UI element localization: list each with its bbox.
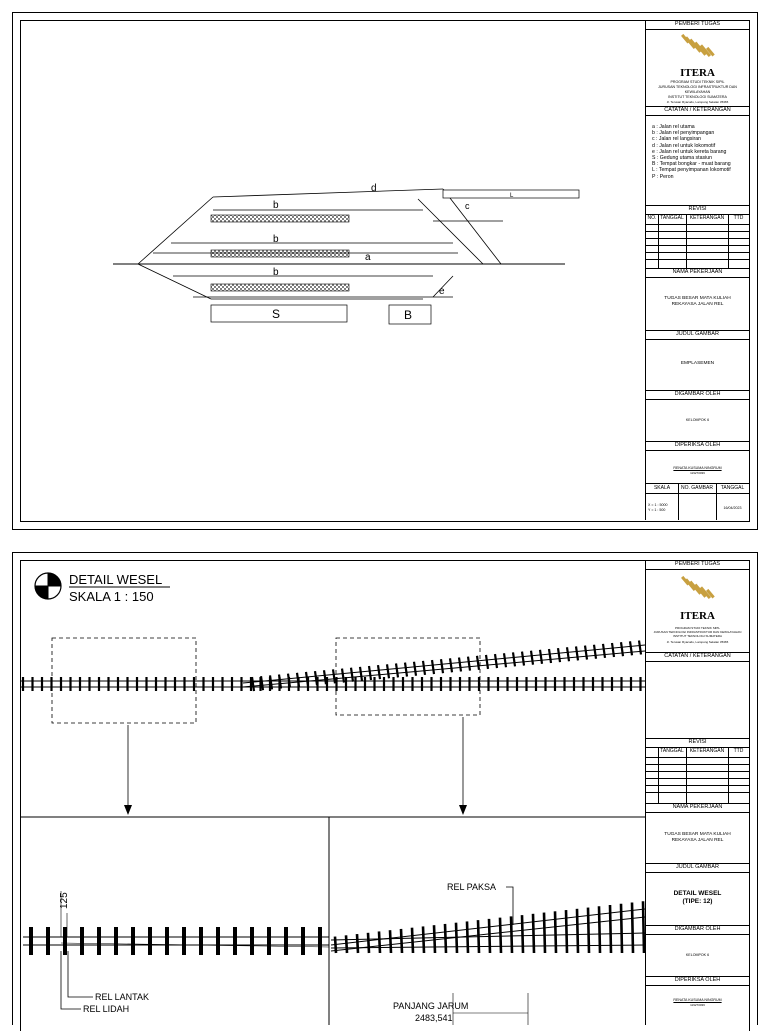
rail-sleeper (360, 667, 362, 681)
rail-sleeper (500, 918, 501, 953)
pemeriksa-name: RENATA KUSUMA NINGRUM (673, 466, 722, 470)
address: Jl. Terusan Ryacudu, Lampung Selatan 35365 (666, 640, 729, 644)
dim-125: 125 (59, 892, 70, 909)
detail-title: DETAIL WESEL (69, 572, 163, 587)
note-item: c : Jalan rel langsiran (652, 136, 702, 143)
label-rel-lantak: REL LANTAK (95, 992, 150, 1002)
kelompok: KELOMPOK 6 (685, 953, 710, 957)
rail-sleeper (414, 662, 416, 676)
pemeriksa-nip: 119270036 (690, 471, 705, 475)
rail-sleeper (477, 656, 479, 670)
rail-sleeper (643, 901, 644, 953)
label-L: L (510, 193, 514, 199)
rail-sleeper (459, 657, 461, 671)
rail-sleeper (576, 646, 578, 660)
detail-scale: SKALA 1 : 150 (69, 589, 154, 604)
org-line: INSTITUT TEKNOLOGI SUMATERA (668, 95, 727, 99)
revision-table (646, 747, 749, 803)
rail-sleeper (468, 657, 470, 671)
itera-logo-text: ITERA (680, 67, 715, 79)
rail-sleeper (396, 663, 398, 677)
rail-sleeper (346, 935, 347, 953)
pemeriksa-name: RENATA KUSUMA NINGRUM (673, 998, 722, 1002)
rail-sleeper (555, 911, 556, 953)
revision-table (646, 214, 749, 268)
rail-sleeper (540, 650, 542, 664)
tanggal-label: TANGGAL (720, 485, 745, 491)
rail-sleeper (405, 663, 407, 677)
rail-sleeper (522, 652, 524, 666)
skala-label: SKALA (653, 485, 671, 491)
rail-sleeper (467, 921, 468, 953)
sheet-detail-wesel (12, 552, 758, 1025)
rail-sleeper (445, 924, 446, 953)
rev-col-ttd: TTD (733, 215, 744, 221)
note-item: a : Jalan rel utama (652, 124, 695, 130)
rail-sleeper (610, 905, 611, 953)
pekerjaan-line: REKAYASA JALAN REL (671, 838, 724, 843)
rail-sleeper (566, 910, 567, 953)
arrow-down-icon (459, 805, 467, 815)
rail-sleeper (423, 661, 425, 675)
rail-sleeper (434, 925, 435, 953)
label-e: e (439, 286, 445, 297)
rail-sleeper (639, 640, 641, 654)
label-b1: b (273, 200, 279, 211)
label-c: c (465, 201, 470, 211)
rail-sleeper (495, 654, 497, 668)
skala-table (646, 483, 749, 520)
rail-sleeper (378, 665, 380, 679)
pekerjaan-line: REKAYASA JALAN REL (671, 302, 724, 307)
rev-col-keterangan: KETERANGAN (689, 748, 725, 754)
label-panjang-jarum: PANJANG JARUM (393, 1001, 469, 1011)
rail-sleeper (335, 937, 336, 953)
rail-sleeper (549, 649, 551, 663)
drawing-title: DETAIL WESEL (673, 890, 722, 897)
rail-sleeper (379, 931, 380, 953)
nama-pekerjaan-label: NAMA PEKERJAAN (672, 269, 723, 275)
rail-sleeper (324, 670, 326, 684)
rail-sleeper (342, 669, 344, 683)
rail-sleeper (513, 652, 515, 666)
skala-y: Y = 1 : 500 (648, 508, 666, 512)
rail-sleeper (401, 929, 402, 953)
rail-sleeper (531, 651, 533, 665)
label-rel-lidah: REL LIDAH (83, 1004, 130, 1014)
digambar-oleh-label: DIGAMBAR OLEH (674, 391, 721, 397)
rail-sleeper (630, 641, 632, 655)
rail-sleeper (369, 666, 371, 680)
rail-sleeper (306, 672, 308, 686)
nama-pekerjaan-label: NAMA PEKERJAAN (672, 804, 723, 810)
drawing-type: (TIPE: 12) (682, 898, 713, 905)
rail-sleeper (577, 909, 578, 953)
rail-sleeper (478, 920, 479, 953)
platform-2 (211, 250, 349, 257)
digambar-oleh-label: DIGAMBAR OLEH (674, 926, 721, 932)
note-item: b : Jalan rel penyimpangan (652, 130, 715, 137)
rail-sleeper (621, 642, 623, 656)
rev-col-keterangan: KETERANGAN (689, 215, 725, 221)
title-block-1 (645, 20, 749, 520)
note-item: P : Peron (652, 173, 674, 180)
rail-sleeper (603, 644, 605, 658)
rail-sleeper (544, 913, 545, 953)
org-line: JURUSAN TEKNOLOGI INFRASTRUKTUR DAN KEWILAYAHAN (653, 630, 742, 634)
platform-3 (211, 284, 349, 291)
label-rel-paksa: REL PAKSA (447, 882, 497, 892)
rail-sleeper (486, 655, 488, 669)
rail-sleeper (432, 660, 434, 674)
rail-sleeper (351, 668, 353, 682)
rail-sleeper (558, 648, 560, 662)
title-block-2 (645, 560, 749, 1025)
judul-gambar-label: JUDUL GAMBAR (676, 864, 719, 870)
note-item: d : Jalan rel untuk lokomotif (652, 142, 716, 149)
itera-logo-text: ITERA (680, 610, 715, 622)
rail-sleeper (368, 933, 369, 953)
rail-sleeper (357, 934, 358, 953)
label-a: a (365, 252, 371, 263)
drawing-title: EMPLASEMEN (680, 361, 715, 366)
sheet-emplasemen (12, 12, 758, 530)
rail-sleeper (456, 923, 457, 953)
revisi-label: REVISI (688, 206, 707, 212)
diperiksa-oleh-label: DIPERIKSA OLEH (674, 442, 721, 448)
rail-sleeper (412, 928, 413, 953)
rail-sleeper (533, 914, 534, 953)
catatan-label: CATATAN / KETERANGAN (664, 107, 731, 113)
pemberi-tugas-label: PEMBERI TUGAS (674, 561, 721, 567)
arrow-down-icon (124, 805, 132, 815)
label-b2: b (273, 234, 279, 245)
rail-sleeper (567, 647, 569, 661)
rail-sleeper (632, 902, 633, 953)
rev-col-ttd: TTD (733, 748, 744, 754)
label-B: B (404, 308, 413, 322)
section-symbol-icon (35, 573, 61, 599)
rev-col-no: NO. (647, 215, 657, 221)
pemberi-tugas-label: PEMBERI TUGAS (674, 21, 721, 27)
note-item: e : Jalan rel untuk kereta barang (652, 148, 727, 155)
rail-sleeper (423, 926, 424, 953)
rail-sleeper (588, 908, 589, 953)
panjang-jarum-value: 2483,541 (415, 1013, 453, 1023)
rail-sleeper (441, 659, 443, 673)
rail-sleeper (612, 643, 614, 657)
rail-sleeper (522, 915, 523, 953)
label-d: d (371, 183, 377, 194)
wesel-drawing (13, 553, 645, 1025)
rail-sleeper (252, 677, 254, 691)
tanggal-value: 16/04/2023 (723, 506, 742, 510)
rail-sleeper (594, 645, 596, 659)
itera-logo-icon (678, 574, 718, 608)
note-item: B : Tempat bongkar - muat barang (652, 161, 731, 168)
notes-list (646, 120, 749, 184)
pekerjaan-line: TUGAS BESAR MATA KULIAH (664, 296, 731, 301)
rev-col-tanggal: TANGGAL (660, 215, 684, 221)
address: Jl. Terusan Ryacudu, Lampung Selatan 35365 (666, 100, 729, 104)
judul-gambar-label: JUDUL GAMBAR (676, 331, 719, 337)
org-line: PROGRAM STUDI TEKNIK SIPIL (670, 80, 725, 84)
pekerjaan-line: TUGAS BESAR MATA KULIAH (664, 832, 731, 837)
diperiksa-oleh-label: DIPERIKSA OLEH (674, 977, 721, 983)
rail-sleeper (387, 664, 389, 678)
org-line: INSTITUT TEKNOLOGI SUMATERA (672, 634, 722, 638)
platform-1 (211, 215, 349, 222)
itera-logo-icon (678, 32, 718, 66)
rail-sleeper (297, 673, 299, 687)
org-line: PROGRAM STUDI TEKNIK SIPIL (674, 626, 721, 630)
rail-sleeper (504, 653, 506, 667)
rail-sleeper (489, 919, 490, 953)
rail-sleeper (450, 658, 452, 672)
kelompok: KELOMPOK 6 (685, 418, 710, 422)
emplasemen-drawing (13, 13, 645, 529)
rail-sleeper (390, 930, 391, 953)
revisi-label: REVISI (688, 739, 707, 745)
label-S: S (272, 307, 281, 321)
rail-sleeper (585, 646, 587, 660)
rev-col-tanggal: TANGGAL (660, 748, 684, 754)
label-b3: b (273, 267, 279, 278)
note-item: L : Tempat penyimpanan lokomotif (652, 167, 731, 174)
rail-sleeper (511, 916, 512, 953)
rail-sleeper (621, 904, 622, 953)
no-gambar-label: NO. GAMBAR (681, 485, 713, 491)
skala-x: X = 1 : 5000 (648, 503, 668, 507)
note-item: S : Gedung utama stasiun (652, 155, 712, 162)
org-line: KEWILAYAHAN (684, 90, 711, 94)
pemeriksa-nip: 119270036 (690, 1003, 705, 1007)
rail-sleeper (315, 671, 317, 685)
catatan-label: CATATAN / KETERANGAN (664, 653, 731, 659)
org-line: JURUSAN TEKNOLOGI INFRASTRUKTUR DAN (658, 85, 737, 89)
rail-sleeper (599, 906, 600, 953)
